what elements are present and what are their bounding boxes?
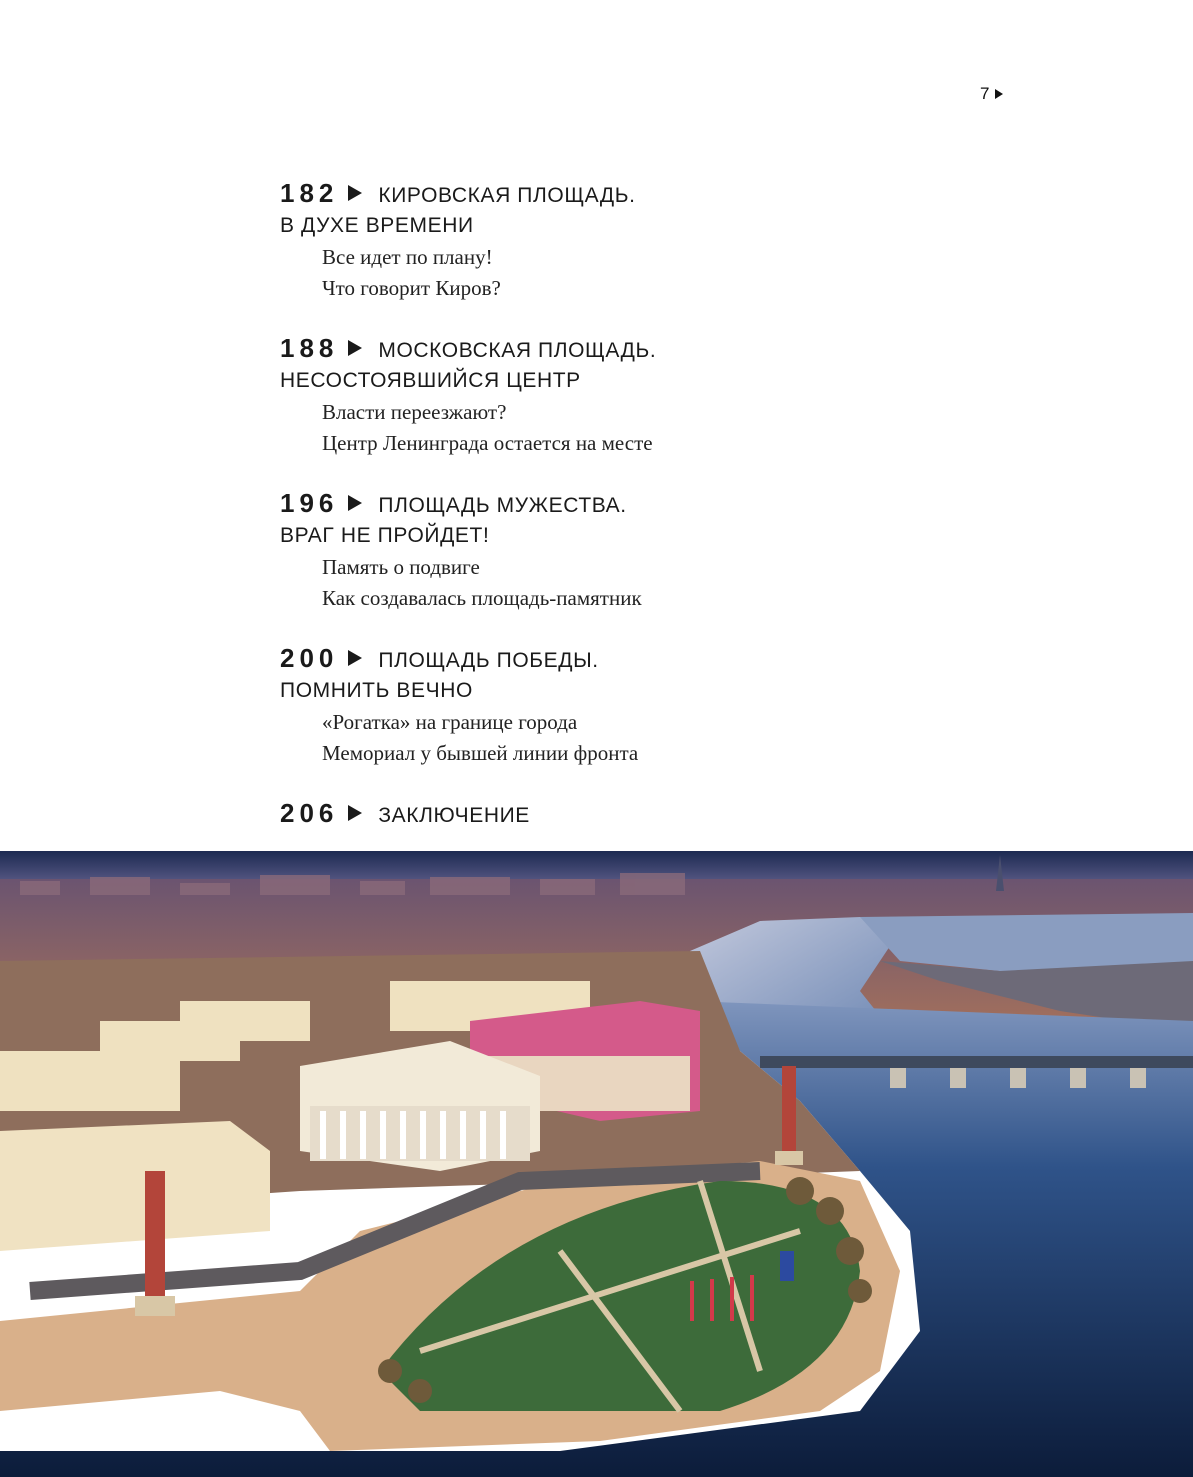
toc-subtopic: «Рогатка» на границе города <box>322 710 578 734</box>
toc-title-line2: ВРАГ НЕ ПРОЙДЕТ! <box>280 524 490 547</box>
toc-page-number: 206 <box>280 798 339 828</box>
toc-title-line1: ПЛОЩАДЬ ПОБЕДЫ. <box>378 649 599 672</box>
toc-title-line2: НЕСОСТОЯВШИЙСЯ ЦЕНТР <box>280 369 581 392</box>
toc-subtopic: Как создавалась площадь-памятник <box>322 586 642 610</box>
toc-subtopics <box>280 552 980 614</box>
toc-entry-heading <box>280 178 980 241</box>
toc-entry-heading <box>280 798 980 831</box>
toc-title-line2: В ДУХЕ ВРЕМЕНИ <box>280 214 474 237</box>
toc-subtopic: Власти переезжают? <box>322 400 507 424</box>
page-number-value: 7 <box>980 84 990 103</box>
toc-title-line1: КИРОВСКАЯ ПЛОЩАДЬ. <box>378 184 636 207</box>
toc-subtopic: Все идет по плану! <box>322 245 493 269</box>
triangle-right-icon <box>348 650 362 666</box>
toc-subtopic: Что говорит Киров? <box>322 276 501 300</box>
toc-entry-182 <box>280 178 980 304</box>
toc-title-line2: ПОМНИТЬ ВЕЧНО <box>280 679 473 702</box>
triangle-right-icon <box>348 495 362 511</box>
toc-title-line1: ЗАКЛЮЧЕНИЕ <box>378 804 530 827</box>
toc-entry-heading <box>280 333 980 396</box>
toc-page-number: 196 <box>280 488 339 518</box>
toc-page-number: 200 <box>280 643 339 673</box>
toc-entry-heading <box>280 488 980 551</box>
triangle-right-icon <box>348 805 362 821</box>
triangle-right-icon <box>348 340 362 356</box>
toc-entry-188 <box>280 333 980 459</box>
toc-entry-196 <box>280 488 980 614</box>
triangle-right-icon <box>348 185 362 201</box>
toc-title-line1: МОСКОВСКАЯ ПЛОЩАДЬ. <box>378 339 657 362</box>
toc-subtopic: Мемориал у бывшей линии фронта <box>322 741 639 765</box>
toc-title-line1: ПЛОЩАДЬ МУЖЕСТВА. <box>378 494 627 517</box>
toc-entry-200 <box>280 643 980 769</box>
toc-entry-heading <box>280 643 980 706</box>
table-of-contents <box>280 178 980 860</box>
toc-subtopic: Память о подвиге <box>322 555 480 579</box>
toc-subtopics <box>280 397 980 459</box>
aerial-photo-illustration <box>0 851 1193 1477</box>
page-number-arrow-icon <box>995 89 1003 99</box>
toc-subtopic: Центр Ленинграда остается на месте <box>322 431 653 455</box>
toc-page-number: 182 <box>280 178 339 208</box>
page-number <box>980 84 1003 104</box>
toc-page-number: 188 <box>280 333 339 363</box>
toc-subtopics <box>280 707 980 769</box>
aerial-photo-spit-of-vasilievsky-island <box>0 851 1193 1477</box>
toc-entry-206 <box>280 798 980 831</box>
toc-subtopics <box>280 242 980 304</box>
